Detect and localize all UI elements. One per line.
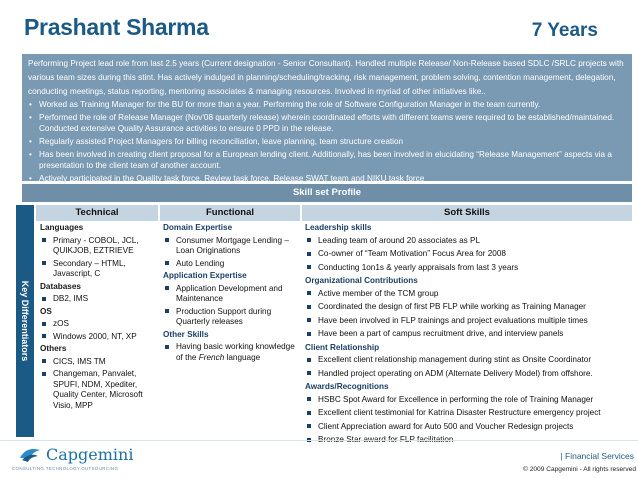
list-item: Excellent client relationship management during stint as Onsite Coordinator — [305, 355, 635, 366]
list-item: Conducting 1on1s & yearly appraisals from last 3 years — [305, 263, 635, 274]
others-heading: Others — [40, 344, 67, 353]
list-item: zOS — [40, 319, 158, 330]
list-item: Windows 2000, NT, XP — [40, 332, 158, 343]
list-item: HSBC Spot Award for Excellence in performing the role of Training Manager — [305, 395, 635, 406]
list-item: Changeman, Panvalet, SPUFI, NDM, Xpediter, Quality Center, Microsoft Visio, MPP — [40, 369, 158, 411]
other-skill-text: Having basic working knowledge of the — [176, 342, 295, 362]
soft-skills-header: Soft Skills — [302, 205, 632, 221]
summary-bullet: • Regularly assisted Project Managers for billing reconciliation, leave planning, team structure creation — [28, 136, 626, 147]
client-relationship-heading: Client Relationship — [305, 342, 380, 352]
list-item: Excellent client testimonial for Katrina Disaster Restructure emergency project — [305, 408, 635, 419]
skill-set-title: Skill set Profile — [22, 184, 632, 202]
key-differentiators-label — [16, 205, 34, 437]
others-list — [40, 357, 158, 412]
os-list — [40, 319, 158, 342]
list-item: Client Appreciation award for Auto 500 and Voucher Redesign projects — [305, 422, 635, 433]
summary-bullet: • Actively participated in the Quality task force, Review task force, Release SWAT team and NIKU task force — [28, 173, 626, 184]
functional-column — [163, 223, 300, 365]
summary-bullet: • Has been involved in creating client proposal for a European lending client. Additionally, has been involved in elucidating “Release Management” aspects via a presentation to the client team of another account. — [28, 149, 626, 171]
technical-header: Technical — [36, 205, 158, 221]
list-item: Leading team of around 20 associates as PL — [305, 236, 635, 247]
summary-bullet: • Worked as Training Manager for the BU for more than a year. Performing the role of Software Configuration Manager in the team currently. — [28, 99, 626, 110]
list-item: CICS, IMS TM — [40, 357, 158, 368]
awards-list — [305, 395, 635, 446]
experience-years: 7 Years — [531, 20, 598, 41]
list-item: Have been involved in FLP trainings and project evaluations multiple times — [305, 316, 635, 327]
list-item — [163, 342, 300, 363]
list-item: Have been a part of campus recruitment drive, and interview panels — [305, 329, 635, 340]
list-item: Primary - COBOL, JCL, QUIKJOB, EZTRIEVE — [40, 236, 158, 257]
summary-bullet-list — [28, 99, 626, 184]
list-item: Active member of the TCM group — [305, 289, 635, 300]
spade-logo-icon — [18, 446, 42, 464]
division-label: | Financial Services — [560, 451, 634, 461]
list-item: Secondary – HTML, Javascript, C — [40, 259, 158, 280]
list-item: DB2, IMS — [40, 294, 158, 305]
domain-list — [163, 236, 300, 270]
other-skills-heading: Other Skills — [163, 329, 209, 339]
list-item: Co-owner of “Team Motivation” Focus Area for 2008 — [305, 249, 635, 260]
os-heading: OS — [40, 306, 52, 316]
other-skill-text-end: language — [224, 352, 261, 362]
summary-bullet: • Performed the role of Release Manager (Nov'08 quarterly release) wherein coordinated efforts with different teams were required to be established/maintained. Conducted extensive Quality Assurance activities to ensure 0 PPD in the release. — [28, 112, 626, 134]
languages-list — [40, 236, 158, 280]
soft-skills-column — [305, 223, 635, 449]
header — [0, 0, 638, 48]
list-item: Coordinated the design of first PB FLP while working as Training Manager — [305, 302, 635, 313]
footer-divider — [0, 440, 638, 441]
copyright-text: © 2009 Capgemini - All rights reserved — [523, 466, 636, 473]
candidate-name: Prashant Sharma — [24, 14, 209, 40]
databases-list — [40, 294, 158, 305]
organizational-list — [305, 289, 635, 340]
list-item: Auto Lending — [163, 259, 300, 270]
side-label-text: Key Differentiators — [20, 280, 30, 362]
leadership-list — [305, 236, 635, 274]
list-item: Production Support during Quarterly releases — [163, 307, 300, 328]
summary-panel — [22, 54, 632, 181]
list-item: Application Development and Maintenance — [163, 284, 300, 305]
capgemini-logo — [12, 444, 132, 474]
technical-column — [40, 223, 158, 413]
organizational-heading: Organizational Contributions — [305, 276, 418, 285]
logo-wordmark: Capgemini — [46, 445, 134, 464]
application-list — [163, 284, 300, 328]
logo-tagline: CONSULTING.TECHNOLOGY.OUTSOURCING — [12, 466, 119, 471]
summary-paragraph: Performing Project lead role from last 2.5 years (Current designation - Senior Consultant). Handled multiple Release/ Non-Release based SDLC /SRLC projects with various team sizes during this stint. Has actively indulged in planning/scheduling/tracking, risk management, problem solving, contention management, delegation, conducting meetings, status reporting, mentoring associates & managing resources. Involved in myriad of other initiatives like.. — [28, 59, 624, 96]
databases-heading: Databases — [40, 281, 81, 291]
functional-header: Functional — [160, 205, 300, 221]
list-item: Handled project operating on ADM (Alternate Delivery Model) from offshore. — [305, 369, 635, 380]
application-expertise-heading: Application Expertise — [163, 271, 247, 280]
list-item: Consumer Mortgage Lending – Loan Originations — [163, 236, 300, 257]
languages-heading: Languages — [40, 223, 84, 232]
other-skill-emphasis: French — [198, 352, 225, 362]
client-list — [305, 355, 635, 379]
other-skills-list — [163, 342, 300, 363]
leadership-heading: Leadership skills — [305, 223, 372, 232]
domain-expertise-heading: Domain Expertise — [163, 223, 233, 232]
awards-heading: Awards/Recognitions — [305, 382, 389, 391]
